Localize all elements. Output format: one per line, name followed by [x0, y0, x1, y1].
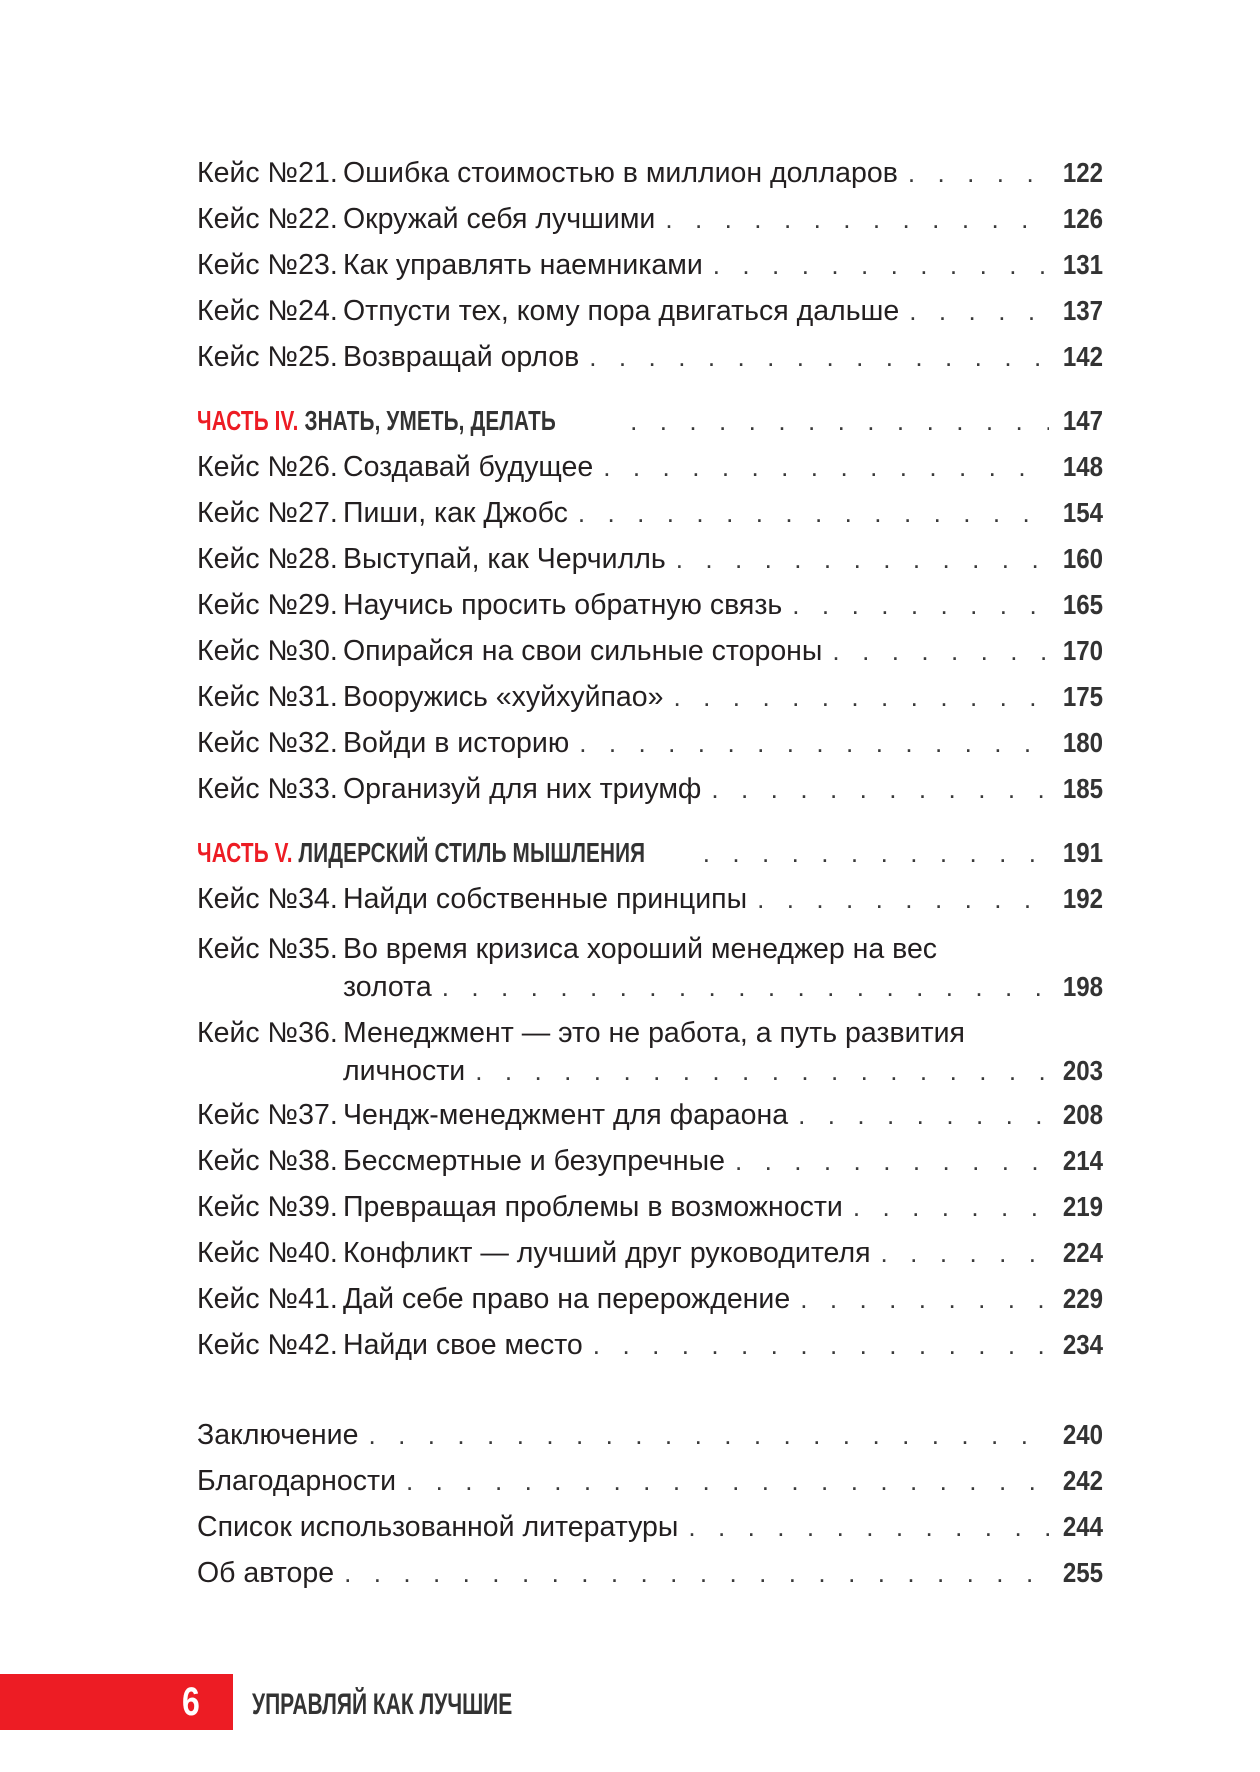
case-number: Кейс №24.	[197, 295, 338, 327]
toc-entry[interactable]	[197, 674, 1103, 720]
entry-title: Пиши, как Джобс	[343, 497, 568, 529]
toc-part-heading[interactable]	[197, 398, 1103, 444]
entry-title: Об авторе	[197, 1557, 335, 1589]
entry-title: Конфликт — лучший друг руководителя	[343, 1237, 871, 1269]
entry-title: Чендж-менеджмент для фараона	[343, 1099, 789, 1131]
dot-leader	[790, 1276, 1049, 1322]
dot-leader	[666, 536, 1049, 582]
dot-leader	[822, 628, 1049, 674]
entry-title-line1: Менеджмент — это не работа, а путь развития	[343, 1017, 965, 1049]
dot-leader	[899, 288, 1049, 334]
toc-entry[interactable]	[197, 1504, 1103, 1550]
entry-title: Опирайся на свои сильные стороны	[343, 635, 823, 667]
page-number: 131	[1062, 249, 1103, 280]
entry-title: Возвращай орлов	[343, 341, 580, 373]
dot-leader	[620, 398, 1049, 444]
entry-title: Благодарности	[197, 1465, 396, 1497]
footer-page-number: 6	[182, 1680, 200, 1724]
case-number: Кейс №32.	[197, 727, 338, 759]
page-number: 154	[1062, 497, 1103, 528]
part-title: ЗНАТЬ, УМЕТЬ, ДЕЛАТЬ	[304, 405, 556, 436]
part-title: ЛИДЕРСКИЙ СТИЛЬ МЫШЛЕНИЯ	[298, 837, 646, 868]
entry-title-line1: Во время кризиса хороший менеджер на вес	[343, 933, 938, 965]
entry-title: Найди собственные принципы	[343, 883, 748, 915]
case-number: Кейс №41.	[197, 1283, 338, 1315]
entry-title: Заключение	[197, 1419, 359, 1451]
page-number: 122	[1062, 157, 1103, 188]
part-label: ЧАСТЬ V.	[197, 837, 293, 868]
dot-leader	[579, 334, 1049, 380]
page-number: 234	[1062, 1329, 1103, 1360]
toc-entry[interactable]	[197, 150, 1103, 196]
toc-entry[interactable]	[197, 720, 1103, 766]
dot-leader	[898, 150, 1049, 196]
toc-entry[interactable]	[197, 444, 1103, 490]
page-number: 229	[1062, 1283, 1103, 1314]
page-number: 240	[1062, 1419, 1103, 1450]
case-number: Кейс №33.	[197, 773, 338, 805]
toc-entry[interactable]	[197, 1138, 1103, 1184]
table-of-contents	[197, 150, 1103, 1596]
entry-title: Научись просить обратную связь	[343, 589, 783, 621]
dot-leader	[569, 720, 1049, 766]
page-number: 170	[1062, 635, 1103, 666]
case-number: Кейс №23.	[197, 249, 338, 281]
page-number: 224	[1062, 1237, 1103, 1268]
page-number: 242	[1062, 1465, 1103, 1496]
dot-leader	[432, 968, 1049, 1006]
page-number: 203	[1062, 1055, 1103, 1086]
page-number: 219	[1062, 1191, 1103, 1222]
dot-leader	[396, 1458, 1049, 1504]
dot-leader	[465, 1052, 1049, 1090]
page-number: 175	[1062, 681, 1103, 712]
toc-entry[interactable]	[197, 334, 1103, 380]
entry-title: Выступай, как Черчилль	[343, 543, 666, 575]
case-number: Кейс №37.	[197, 1099, 338, 1131]
case-number: Кейс №28.	[197, 543, 338, 575]
dot-leader	[871, 1230, 1049, 1276]
case-number: Кейс №36.	[197, 1017, 338, 1049]
case-number: Кейс №40.	[197, 1237, 338, 1269]
page-number: 148	[1062, 451, 1103, 482]
entry-title-line2: золота	[343, 971, 432, 1003]
case-number: Кейс №35.	[197, 933, 338, 965]
case-number: Кейс №39.	[197, 1191, 338, 1223]
toc-entry[interactable]	[197, 196, 1103, 242]
entry-title: Дай себе право на перерождение	[343, 1283, 791, 1315]
dot-leader	[725, 1138, 1049, 1184]
entry-title: Превращая проблемы в возможности	[343, 1191, 843, 1223]
page-number: 147	[1062, 405, 1103, 436]
entry-title: Окружай себя лучшими	[343, 203, 656, 235]
toc-entry[interactable]	[197, 1092, 1103, 1138]
case-number: Кейс №42.	[197, 1329, 338, 1361]
footer-book-title: УПРАВЛЯЙ КАК ЛУЧШИЕ	[252, 1688, 513, 1721]
dot-leader	[678, 1504, 1049, 1550]
dot-leader	[693, 830, 1049, 876]
page-number: 208	[1062, 1099, 1103, 1130]
toc-part-heading[interactable]	[197, 830, 1103, 876]
dot-leader	[782, 582, 1049, 628]
dot-leader	[593, 444, 1049, 490]
toc-entry[interactable]	[197, 930, 1103, 1008]
part-heading-text	[197, 398, 682, 444]
dot-leader	[747, 876, 1049, 922]
toc-entry[interactable]	[197, 1322, 1103, 1368]
page-number: 192	[1062, 883, 1103, 914]
page-number: 137	[1062, 295, 1103, 326]
toc-entry[interactable]	[197, 242, 1103, 288]
part-label: ЧАСТЬ IV.	[197, 405, 299, 436]
dot-leader	[788, 1092, 1049, 1138]
entry-title: Как управлять наемниками	[343, 249, 703, 281]
toc-entry[interactable]	[197, 876, 1103, 922]
page-number: 185	[1062, 773, 1103, 804]
toc-entry[interactable]	[197, 1550, 1103, 1596]
entry-title: Бессмертные и безупречные	[343, 1145, 725, 1177]
case-number: Кейс №34.	[197, 883, 338, 915]
toc-entry[interactable]	[197, 1276, 1103, 1322]
toc-entry[interactable]	[197, 536, 1103, 582]
entry-title: Вооружись «хуйхуйпао»	[343, 681, 664, 713]
toc-entry[interactable]	[197, 1412, 1103, 1458]
dot-leader	[843, 1184, 1049, 1230]
page-number: 180	[1062, 727, 1103, 758]
toc-entry[interactable]	[197, 628, 1103, 674]
toc-entry[interactable]	[197, 1230, 1103, 1276]
entry-title: Ошибка стоимостью в миллион долларов	[343, 157, 898, 189]
case-number: Кейс №31.	[197, 681, 338, 713]
dot-leader	[664, 674, 1050, 720]
dot-leader	[358, 1412, 1049, 1458]
case-number: Кейс №38.	[197, 1145, 338, 1177]
toc-entry[interactable]	[197, 766, 1103, 812]
case-number: Кейс №25.	[197, 341, 338, 373]
page-number: 191	[1062, 837, 1103, 868]
case-number: Кейс №26.	[197, 451, 338, 483]
entry-title-line2: личности	[343, 1055, 466, 1087]
page-number: 142	[1062, 341, 1103, 372]
dot-leader	[583, 1322, 1049, 1368]
case-number: Кейс №27.	[197, 497, 338, 529]
dot-leader	[701, 766, 1049, 812]
page-number: 160	[1062, 543, 1103, 574]
entry-title: Список использованной литературы	[197, 1511, 679, 1543]
dot-leader	[334, 1550, 1049, 1596]
case-number: Кейс №21.	[197, 157, 338, 189]
toc-entry[interactable]	[197, 288, 1103, 334]
page-number: 244	[1062, 1511, 1103, 1542]
dot-leader	[655, 196, 1049, 242]
entry-title: Создавай будущее	[343, 451, 594, 483]
case-number: Кейс №22.	[197, 203, 338, 235]
page-number: 126	[1062, 203, 1103, 234]
entry-title: Найди свое место	[343, 1329, 583, 1361]
toc-entry[interactable]	[197, 1458, 1103, 1504]
page-number: 198	[1062, 971, 1103, 1002]
page-number: 214	[1062, 1145, 1103, 1176]
dot-leader	[703, 242, 1049, 288]
toc-entry[interactable]	[197, 582, 1103, 628]
entry-title: Отпусти тех, кому пора двигаться дальше	[343, 295, 900, 327]
case-number: Кейс №30.	[197, 635, 338, 667]
page-number: 165	[1062, 589, 1103, 620]
page-number: 255	[1062, 1557, 1103, 1588]
entry-title: Организуй для них триумф	[343, 773, 702, 805]
dot-leader	[568, 490, 1049, 536]
toc-entry[interactable]	[197, 1184, 1103, 1230]
toc-entry[interactable]	[197, 490, 1103, 536]
toc-entry[interactable]	[197, 1014, 1103, 1092]
case-number: Кейс №29.	[197, 589, 338, 621]
entry-title: Войди в историю	[343, 727, 570, 759]
